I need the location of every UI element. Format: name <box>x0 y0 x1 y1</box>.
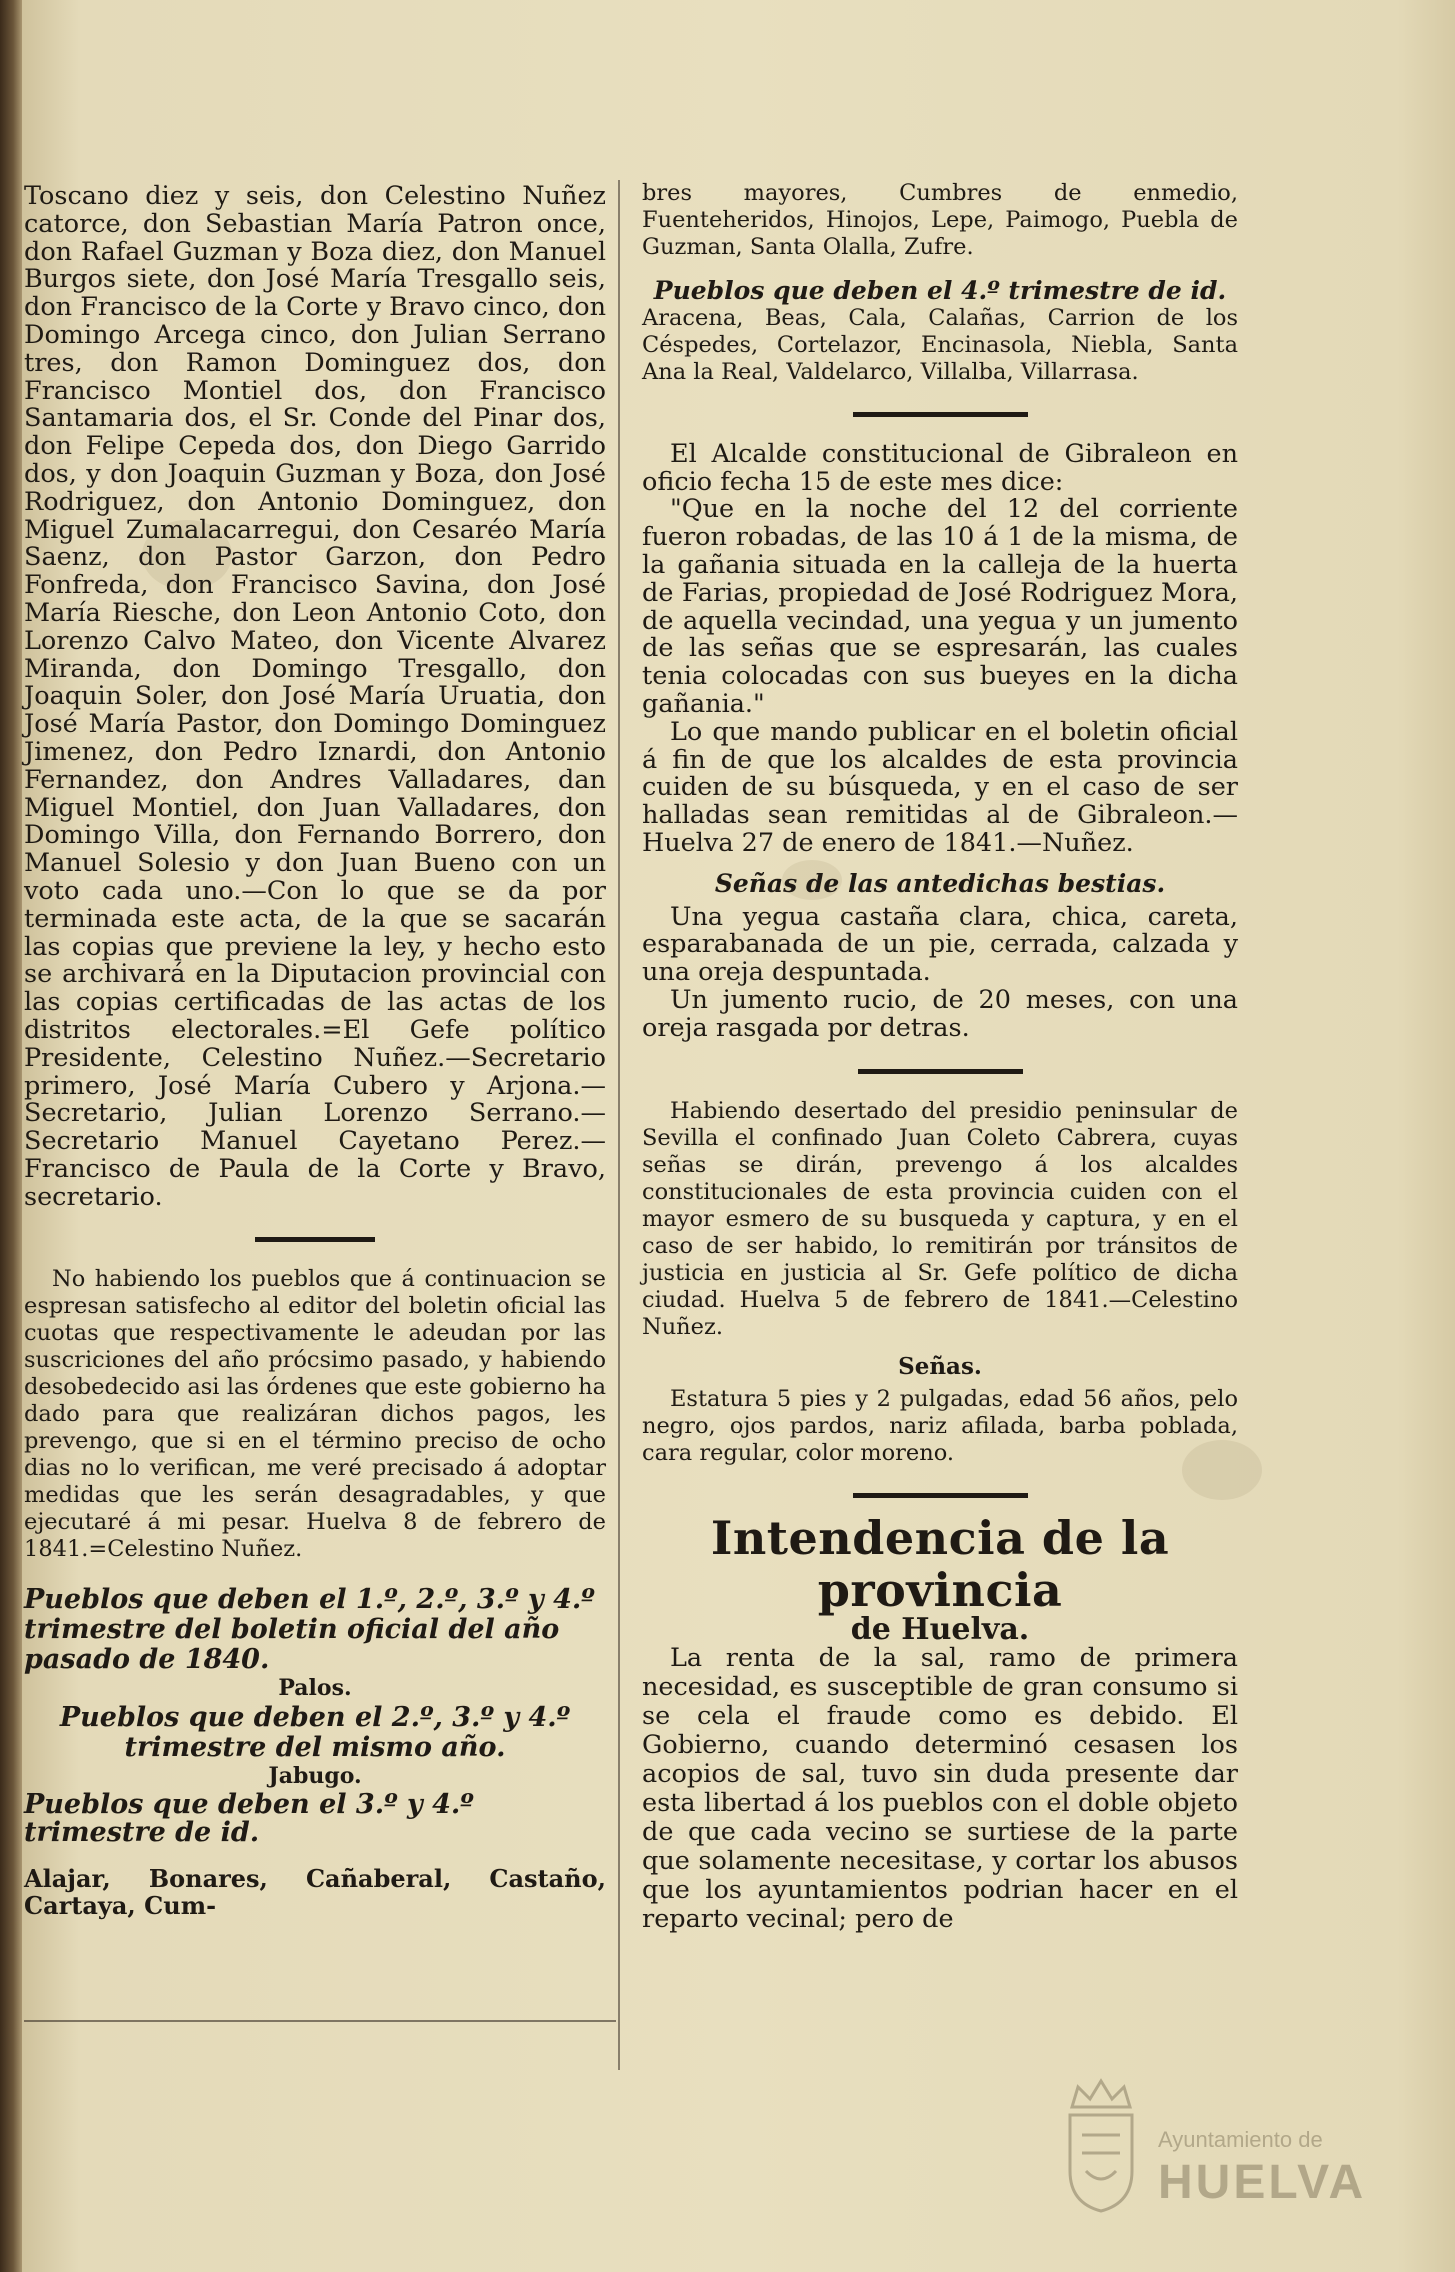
salt-revenue-text: La renta de la sal, ramo de primera necesidad, es susceptible de gran consumo si se cela el fraude como es debido. El Gobierno, cuando determinó cesasen los acopios de sal, tuvo sin duda presente dar esta libertad á los pueblos con el doble objeto de que cada vecino se surtiese de la parte que solamente necesitase, y cortar los abusos que los ayuntamientos podrian hacer en el reparto vecinal; pero de <box>642 1643 1238 1935</box>
heading-deserter-description: Señas. <box>898 1352 982 1380</box>
heading-animal-description: Señas de las antedichas bestias. <box>714 868 1166 898</box>
heading-towns-3-4: Pueblos que deben el 3.º y 4.º trimestre de id. <box>24 1789 474 1848</box>
section-subtitle: de Huelva. <box>850 1612 1030 1648</box>
bottom-rule <box>24 2020 616 2022</box>
gibraleon-notice-order: Lo que mando publicar en el boletin oficial á fin de que los alcaldes de esta provincia cuiden de su búsqueda, y en el caso de ser halladas sean remitidas al de Gibraleon.—Huelva 27 de enero de 1841.—Nuñez. <box>642 716 1238 858</box>
page-binding <box>0 0 22 2272</box>
section-separator <box>858 1069 1023 1074</box>
right-column <box>642 180 1238 1934</box>
column-divider <box>618 180 620 2070</box>
notice-subscriptions: No habiendo los pueblos que á continuacion se espresan satisfecho al editor del boletin oficial las cuotas que respectivamente le adeudan por las suscriciones del año prócsimo pasado, y habiendo desobedecido asi las órdenes que este gobierno ha dado para que realizáran dichos pagos, les prevengo, que si en el término preciso de ocho dias no lo verifican, me veré precisado á adoptar medidas que les serán desagradables, y que ejecutaré á mi pesar. Huelva 8 de febrero de 1841.=Celestino Nuñez. <box>24 1266 606 1563</box>
left-column <box>24 183 606 1920</box>
section-title: Intendencia de la provincia <box>710 1511 1170 1618</box>
heading-towns-4: Pueblos que deben el 4.º trimestre de id. <box>653 276 1227 305</box>
watermark-line1: Ayuntamiento de <box>1158 2127 1323 2152</box>
animal-donkey: Un jumento rucio, de 20 meses, con una oreja rasgada por detras. <box>642 984 1238 1043</box>
animal-mare: Una yegua castaña clara, chica, careta, esparabanada de un pie, cerrada, calzada y una oreja despuntada. <box>642 901 1238 988</box>
section-separator <box>255 1237 375 1242</box>
gibraleon-notice-intro: El Alcalde constitucional de Gibraleon en oficio fecha 15 de este mes dice: <box>642 438 1238 497</box>
heading-towns-2-3-4: Pueblos que deben el 2.º, 3.º y 4.º trimestre del mismo año. <box>59 1702 571 1764</box>
towns-list-4: Aracena, Beas, Cala, Calañas, Carrion de los Céspedes, Cortelazor, Encinasola, Niebla, Santa Ana la Real, Valdelarco, Villalba, Villarrasa. <box>642 304 1238 385</box>
heading-towns-all-quarters: Pueblos que deben el 1.º, 2.º, 3.º y 4.º trimestre del boletin oficial del año pasado de 1840. <box>24 1584 595 1676</box>
towns-list-continued: bres mayores, Cumbres de enmedio, Fuenteheridos, Hinojos, Lepe, Paimogo, Puebla de Guzman, Santa Olalla, Zufre. <box>642 180 1238 260</box>
watermark-logo <box>1062 2075 1367 2245</box>
section-separator <box>853 412 1028 417</box>
deserter-description: Estatura 5 pies y 2 pulgadas, edad 56 años, pelo negro, ojos pardos, nariz afilada, barba poblada, cara regular, color moreno. <box>642 1386 1238 1467</box>
gibraleon-notice-quote: "Que en la noche del 12 del corriente fueron robadas, de las 10 á 1 de la misma, de la gañania situada en la calleja de la huerta de Farias, propiedad de José Rodriguez Mora, de aquella vecindad, una yegua y un jumento de las señas que se espresarán, las cuales tenia colocadas con sus bueyes en la dicha gañania." <box>642 494 1238 719</box>
section-separator <box>853 1493 1028 1498</box>
town-jabugo: Jabugo. <box>268 1763 362 1790</box>
election-minutes-text: Toscano diez y seis, don Celestino Nuñez catorce, don Sebastian María Patron once, don Rafael Guzman y Boza diez, don Manuel Burgos siete, don José María Tresgallo seis, don Francisco de la Corte y Bravo cinco, don Domingo Arcega cinco, don Julian Serrano tres, don Ramon Dominguez dos, don Francisco Montiel dos, don Francisco Santamaria dos, el Sr. Conde del Pinar dos, don Felipe Cepeda dos, don Diego Garrido dos, y don Joaquin Guzman y Boza, don José Rodriguez, don Antonio Dominguez, don Miguel Zumalacarregui, don Cesaréo María Saenz, don Pastor Garzon, don Pedro Fonfreda, don Francisco Savina, don José María Riesche, don Leon Antonio Coto, don Lorenzo Calvo Mateo, don Vicente Alvarez Miranda, don Domingo Tresgallo, don Joaquin Soler, don José María Uruatia, don José María Pastor, don Domingo Dominguez Jimenez, don Pedro Iznardi, don Antonio Fernandez, don Andres Valladares, dan Miguel Montiel, don Juan Valladares, don Domingo Villa, don Fernando Borrero, don Manuel Solesio y don Juan Bueno con un voto cada uno.—Con lo que se da por terminada este acta, de la que se sacarán las copias que previene la ley, y hecho esto se archivará en la Diputacion provincial con las copias certificadas de las actas de los distritos electorales.=El Gefe político Presidente, Celestino Nuñez.—Secretario primero, José María Cubero y Arjona.—Secretario, Julian Lorenzo Serrano.— Secretario Manuel Cayetano Perez.—Francisco de Paula de la Corte y Bravo, secretario. <box>24 181 606 1212</box>
watermark-line2: HUELVA <box>1158 2156 1367 2209</box>
deserter-notice: Habiendo desertado del presidio peninsular de Sevilla el confinado Juan Coleto Cabrera, cuyas señas se dirán, prevengo á los alcaldes constitucionales de esta provincia cuiden con el mayor esmero de su busqueda y captura, y en el caso de ser habido, lo remitirán por tránsitos de justicia en justicia al Sr. Gefe político de dicha ciudad. Huelva 5 de febrero de 1841.—Celestino Nuñez. <box>642 1097 1238 1340</box>
town-palos: Palos. <box>278 1675 352 1702</box>
towns-list-start: Alajar, Bonares, Cañaberal, Castaño, Cartaya, Cum- <box>24 1863 606 1921</box>
crest-icon <box>1062 2075 1140 2215</box>
